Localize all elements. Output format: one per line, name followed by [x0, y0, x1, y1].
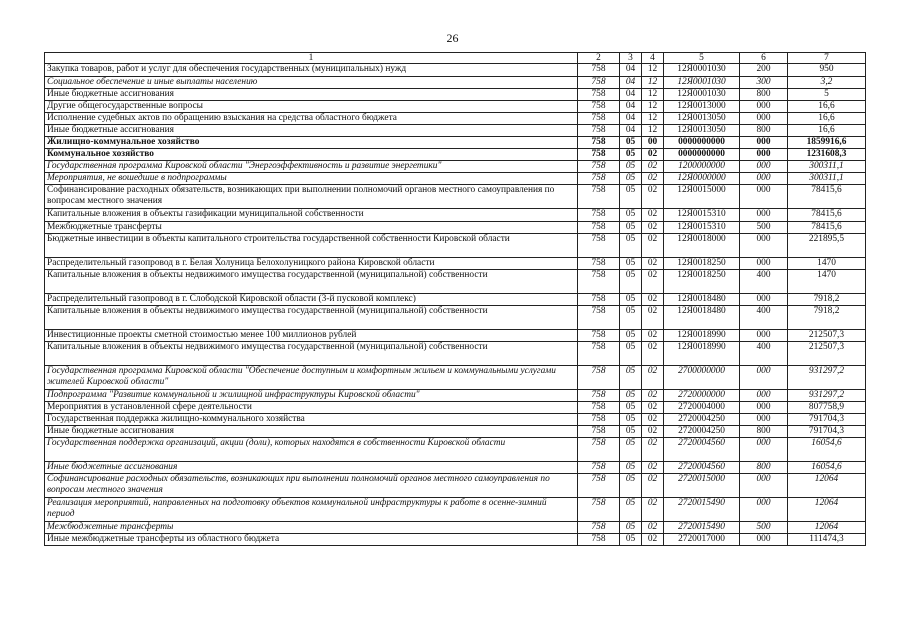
expense-type-cell: 000 [740, 161, 788, 173]
expense-type-cell: 000 [740, 390, 788, 402]
amount-cell: 16054,6 [788, 438, 866, 462]
row-name-cell: Капитальные вложения в объекты недвижимого имущества государственной (муниципальной) собственности [45, 342, 578, 366]
target-article-cell: 12Я0018000 [664, 234, 740, 258]
table-row [45, 209, 866, 222]
target-article-cell: 12Я0001030 [664, 77, 740, 89]
expense-type-cell: 000 [740, 438, 788, 462]
table-row [45, 234, 866, 258]
ministry-code-cell: 758 [578, 161, 620, 173]
row-name-cell: Социальное обеспечение и иные выплаты населению [45, 77, 578, 89]
ministry-code-cell: 758 [578, 234, 620, 258]
amount-cell: 931297,2 [788, 366, 866, 390]
expense-type-cell: 000 [740, 294, 788, 306]
section-code-cell: 05 [620, 270, 642, 294]
col-header-1: 1 [45, 53, 578, 64]
expense-type-cell: 500 [740, 522, 788, 534]
target-article-cell: 2720004560 [664, 438, 740, 462]
table-row [45, 330, 866, 342]
section-code-cell: 05 [620, 306, 642, 330]
target-article-cell: 12Я0018480 [664, 306, 740, 330]
section-code-cell: 05 [620, 498, 642, 522]
table-row [45, 426, 866, 438]
row-name-cell: Мероприятия в установленной сфере деятельности [45, 402, 578, 414]
ministry-code-cell: 758 [578, 306, 620, 330]
ministry-code-cell: 758 [578, 101, 620, 113]
table-row [45, 258, 866, 270]
subsection-code-cell: 02 [642, 342, 664, 366]
ministry-code-cell: 758 [578, 366, 620, 390]
section-code-cell: 04 [620, 125, 642, 137]
subsection-code-cell: 12 [642, 113, 664, 125]
table-row [45, 414, 866, 426]
table-row [45, 390, 866, 402]
section-code-cell: 05 [620, 185, 642, 209]
row-name-cell: Межбюджетные трансферты [45, 222, 578, 234]
ministry-code-cell: 758 [578, 294, 620, 306]
ministry-code-cell: 758 [578, 342, 620, 366]
target-article-cell: 12Я0018250 [664, 270, 740, 294]
ministry-code-cell: 758 [578, 125, 620, 137]
table-row [45, 149, 866, 161]
amount-cell: 5 [788, 89, 866, 101]
expense-type-cell: 000 [740, 366, 788, 390]
row-name-cell: Софинансирование расходных обязательств, возникающих при выполнении полномочий органов местного самоуправления по вопросам местного значения [45, 474, 578, 498]
expense-type-cell: 000 [740, 330, 788, 342]
ministry-code-cell: 758 [578, 258, 620, 270]
subsection-code-cell: 02 [642, 462, 664, 474]
target-article-cell: 12Я0018990 [664, 330, 740, 342]
target-article-cell: 2720004250 [664, 414, 740, 426]
row-name-cell: Инвестиционные проекты сметной стоимостью менее 100 миллионов рублей [45, 330, 578, 342]
subsection-code-cell: 00 [642, 137, 664, 149]
section-code-cell: 05 [620, 474, 642, 498]
table-row [45, 342, 866, 366]
amount-cell: 3,2 [788, 77, 866, 89]
expense-type-cell: 000 [740, 173, 788, 185]
subsection-code-cell: 02 [642, 402, 664, 414]
ministry-code-cell: 758 [578, 222, 620, 234]
col-header-3: 3 [620, 53, 642, 64]
subsection-code-cell: 02 [642, 270, 664, 294]
ministry-code-cell: 758 [578, 185, 620, 209]
expense-type-cell: 000 [740, 258, 788, 270]
target-article-cell: 2720017000 [664, 534, 740, 546]
expense-type-cell: 800 [740, 462, 788, 474]
row-name-cell: Иные бюджетные ассигнования [45, 462, 578, 474]
table-row [45, 294, 866, 306]
row-name-cell: Реализация мероприятий, направленных на подготовку объектов коммунальной инфраструктуры к работе в осенне-зимний период [45, 498, 578, 522]
target-article-cell: 2720000000 [664, 390, 740, 402]
subsection-code-cell: 02 [642, 222, 664, 234]
target-article-cell: 0000000000 [664, 137, 740, 149]
expense-type-cell: 000 [740, 101, 788, 113]
expense-type-cell: 000 [740, 534, 788, 546]
ministry-code-cell: 758 [578, 64, 620, 77]
table-row [45, 270, 866, 294]
table-row [45, 438, 866, 462]
target-article-cell: 12Я0015000 [664, 185, 740, 209]
row-name-cell: Государственная поддержка жилищно-коммунального хозяйства [45, 414, 578, 426]
subsection-code-cell: 02 [642, 438, 664, 462]
row-name-cell: Исполнение судебных актов по обращению взыскания на средства областного бюджета [45, 113, 578, 125]
amount-cell: 16,6 [788, 125, 866, 137]
table-row [45, 125, 866, 137]
row-name-cell: Иные бюджетные ассигнования [45, 89, 578, 101]
amount-cell: 7918,2 [788, 294, 866, 306]
target-article-cell: 2720015490 [664, 522, 740, 534]
amount-cell: 212507,3 [788, 330, 866, 342]
section-code-cell: 05 [620, 294, 642, 306]
table-row [45, 462, 866, 474]
amount-cell: 931297,2 [788, 390, 866, 402]
table-row [45, 185, 866, 209]
section-code-cell: 04 [620, 77, 642, 89]
expense-type-cell: 400 [740, 342, 788, 366]
section-code-cell: 05 [620, 149, 642, 161]
col-header-7: 7 [788, 53, 866, 64]
expense-type-cell: 000 [740, 137, 788, 149]
subsection-code-cell: 02 [642, 426, 664, 438]
table-row [45, 306, 866, 330]
ministry-code-cell: 758 [578, 426, 620, 438]
expense-type-cell: 400 [740, 270, 788, 294]
section-code-cell: 05 [620, 161, 642, 173]
subsection-code-cell: 02 [642, 414, 664, 426]
amount-cell: 791704,3 [788, 414, 866, 426]
table-row [45, 101, 866, 113]
header-row [45, 53, 866, 64]
target-article-cell: 12Я0018990 [664, 342, 740, 366]
target-article-cell: 2720004250 [664, 426, 740, 438]
row-name-cell: Иные межбюджетные трансферты из областного бюджета [45, 534, 578, 546]
subsection-code-cell: 12 [642, 77, 664, 89]
ministry-code-cell: 758 [578, 438, 620, 462]
row-name-cell: Софинансирование расходных обязательств, возникающих при выполнении полномочий органов местного самоуправления по вопросам местного значения [45, 185, 578, 209]
expense-type-cell: 800 [740, 426, 788, 438]
expense-type-cell: 000 [740, 402, 788, 414]
expense-type-cell: 000 [740, 209, 788, 222]
ministry-code-cell: 758 [578, 498, 620, 522]
row-name-cell: Коммунальное хозяйство [45, 149, 578, 161]
section-code-cell: 05 [620, 366, 642, 390]
subsection-code-cell: 02 [642, 173, 664, 185]
amount-cell: 300311,1 [788, 173, 866, 185]
row-name-cell: Капитальные вложения в объекты недвижимого имущества государственной (муниципальной) собственности [45, 306, 578, 330]
row-name-cell: Государственная поддержка организаций, акции (доли), которых находятся в собственности Кировской области [45, 438, 578, 462]
target-article-cell: 2720015490 [664, 498, 740, 522]
subsection-code-cell: 02 [642, 306, 664, 330]
target-article-cell: 12Я0018250 [664, 258, 740, 270]
row-name-cell: Бюджетные инвестиции в объекты капитального строительства государственной собственности Кировской области [45, 234, 578, 258]
expense-type-cell: 000 [740, 149, 788, 161]
table-row [45, 474, 866, 498]
target-article-cell: 0000000000 [664, 149, 740, 161]
section-code-cell: 05 [620, 222, 642, 234]
table-row [45, 64, 866, 77]
target-article-cell: 12Я0001030 [664, 89, 740, 101]
col-header-4: 4 [642, 53, 664, 64]
amount-cell: 221895,5 [788, 234, 866, 258]
expense-type-cell: 000 [740, 185, 788, 209]
expense-type-cell: 300 [740, 77, 788, 89]
amount-cell: 12064 [788, 498, 866, 522]
row-name-cell: Другие общегосударственные вопросы [45, 101, 578, 113]
table-row [45, 113, 866, 125]
amount-cell: 1470 [788, 258, 866, 270]
amount-cell: 16054,6 [788, 462, 866, 474]
ministry-code-cell: 758 [578, 462, 620, 474]
ministry-code-cell: 758 [578, 522, 620, 534]
table-row [45, 137, 866, 149]
expense-type-cell: 000 [740, 113, 788, 125]
expense-type-cell: 800 [740, 125, 788, 137]
row-name-cell: Капитальные вложения в объекты газификации муниципальной собственности [45, 209, 578, 222]
section-code-cell: 05 [620, 462, 642, 474]
ministry-code-cell: 758 [578, 402, 620, 414]
col-header-2: 2 [578, 53, 620, 64]
target-article-cell: 2720004000 [664, 402, 740, 414]
section-code-cell: 05 [620, 234, 642, 258]
target-article-cell: 12Я0013050 [664, 113, 740, 125]
section-code-cell: 05 [620, 438, 642, 462]
amount-cell: 1231608,3 [788, 149, 866, 161]
row-name-cell: Жилищно-коммунальное хозяйство [45, 137, 578, 149]
target-article-cell: 2700000000 [664, 366, 740, 390]
subsection-code-cell: 02 [642, 234, 664, 258]
expense-type-cell: 000 [740, 498, 788, 522]
budget-table [44, 52, 866, 546]
section-code-cell: 04 [620, 113, 642, 125]
target-article-cell: 12Я0018480 [664, 294, 740, 306]
table-row [45, 222, 866, 234]
amount-cell: 807758,9 [788, 402, 866, 414]
target-article-cell: 12Я0015310 [664, 222, 740, 234]
row-name-cell: Распределительный газопровод в г. Белая Холуница Белохолуницкого района Кировской области [45, 258, 578, 270]
table-row [45, 89, 866, 101]
amount-cell: 16,6 [788, 113, 866, 125]
ministry-code-cell: 758 [578, 330, 620, 342]
amount-cell: 212507,3 [788, 342, 866, 366]
ministry-code-cell: 758 [578, 474, 620, 498]
row-name-cell: Межбюджетные трансферты [45, 522, 578, 534]
row-name-cell: Иные бюджетные ассигнования [45, 125, 578, 137]
subsection-code-cell: 02 [642, 390, 664, 402]
ministry-code-cell: 758 [578, 173, 620, 185]
target-article-cell: 12Я0000000 [664, 173, 740, 185]
row-name-cell: Государственная программа Кировской области "Энергоэффективность и развитие энергетики" [45, 161, 578, 173]
section-code-cell: 05 [620, 209, 642, 222]
subsection-code-cell: 02 [642, 258, 664, 270]
ministry-code-cell: 758 [578, 534, 620, 546]
section-code-cell: 05 [620, 426, 642, 438]
section-code-cell: 05 [620, 330, 642, 342]
subsection-code-cell: 02 [642, 330, 664, 342]
expense-type-cell: 800 [740, 89, 788, 101]
section-code-cell: 05 [620, 402, 642, 414]
section-code-cell: 05 [620, 534, 642, 546]
target-article-cell: 2720015000 [664, 474, 740, 498]
row-name-cell: Закупка товаров, работ и услуг для обеспечения государственных (муниципальных) нужд [45, 64, 578, 77]
table-row [45, 522, 866, 534]
section-code-cell: 04 [620, 101, 642, 113]
amount-cell: 791704,3 [788, 426, 866, 438]
target-article-cell: 1200000000 [664, 161, 740, 173]
section-code-cell: 04 [620, 89, 642, 101]
section-code-cell: 05 [620, 258, 642, 270]
table-row [45, 402, 866, 414]
subsection-code-cell: 12 [642, 101, 664, 113]
amount-cell: 111474,3 [788, 534, 866, 546]
expense-type-cell: 200 [740, 64, 788, 77]
section-code-cell: 05 [620, 390, 642, 402]
amount-cell: 7918,2 [788, 306, 866, 330]
ministry-code-cell: 758 [578, 137, 620, 149]
ministry-code-cell: 758 [578, 149, 620, 161]
amount-cell: 1859916,6 [788, 137, 866, 149]
amount-cell: 78415,6 [788, 209, 866, 222]
subsection-code-cell: 02 [642, 209, 664, 222]
target-article-cell: 12Я0013000 [664, 101, 740, 113]
ministry-code-cell: 758 [578, 270, 620, 294]
section-code-cell: 04 [620, 64, 642, 77]
amount-cell: 16,6 [788, 101, 866, 113]
row-name-cell: Государственная программа Кировской области "Обеспечение доступным и комфортным жильем и коммунальными услугами жителей Кировской области" [45, 366, 578, 390]
subsection-code-cell: 02 [642, 498, 664, 522]
target-article-cell: 12Я0001030 [664, 64, 740, 77]
expense-type-cell: 500 [740, 222, 788, 234]
amount-cell: 950 [788, 64, 866, 77]
expense-type-cell: 000 [740, 414, 788, 426]
subsection-code-cell: 02 [642, 161, 664, 173]
ministry-code-cell: 758 [578, 89, 620, 101]
table-row [45, 534, 866, 546]
page-number: 26 [446, 31, 459, 45]
section-code-cell: 05 [620, 173, 642, 185]
table-body [45, 64, 866, 546]
amount-cell: 1470 [788, 270, 866, 294]
col-header-6: 6 [740, 53, 788, 64]
amount-cell: 12064 [788, 474, 866, 498]
ministry-code-cell: 758 [578, 390, 620, 402]
section-code-cell: 05 [620, 414, 642, 426]
subsection-code-cell: 12 [642, 125, 664, 137]
subsection-code-cell: 02 [642, 294, 664, 306]
subsection-code-cell: 02 [642, 366, 664, 390]
ministry-code-cell: 758 [578, 209, 620, 222]
subsection-code-cell: 02 [642, 185, 664, 209]
amount-cell: 12064 [788, 522, 866, 534]
table-row [45, 161, 866, 173]
expense-type-cell: 000 [740, 474, 788, 498]
ministry-code-cell: 758 [578, 77, 620, 89]
row-name-cell: Мероприятия, не вошедшие в подпрограммы [45, 173, 578, 185]
subsection-code-cell: 02 [642, 534, 664, 546]
subsection-code-cell: 12 [642, 64, 664, 77]
table-row [45, 498, 866, 522]
row-name-cell: Распределительный газопровод в г. Слободской Кировской области (3-й пусковой комплекс) [45, 294, 578, 306]
ministry-code-cell: 758 [578, 113, 620, 125]
amount-cell: 78415,6 [788, 185, 866, 209]
expense-type-cell: 000 [740, 234, 788, 258]
amount-cell: 78415,6 [788, 222, 866, 234]
row-name-cell: Капитальные вложения в объекты недвижимого имущества государственной (муниципальной) собственности [45, 270, 578, 294]
section-code-cell: 05 [620, 342, 642, 366]
section-code-cell: 05 [620, 522, 642, 534]
table-row [45, 173, 866, 185]
ministry-code-cell: 758 [578, 414, 620, 426]
subsection-code-cell: 12 [642, 89, 664, 101]
row-name-cell: Подпрограмма "Развитие коммунальной и жилищной инфраструктуры Кировской области" [45, 390, 578, 402]
table-row [45, 77, 866, 89]
expense-type-cell: 400 [740, 306, 788, 330]
amount-cell: 300311,1 [788, 161, 866, 173]
target-article-cell: 12Я0015310 [664, 209, 740, 222]
subsection-code-cell: 02 [642, 522, 664, 534]
col-header-5: 5 [664, 53, 740, 64]
table-row [45, 366, 866, 390]
section-code-cell: 05 [620, 137, 642, 149]
subsection-code-cell: 02 [642, 149, 664, 161]
row-name-cell: Иные бюджетные ассигнования [45, 426, 578, 438]
subsection-code-cell: 02 [642, 474, 664, 498]
target-article-cell: 2720004560 [664, 462, 740, 474]
target-article-cell: 12Я0013050 [664, 125, 740, 137]
